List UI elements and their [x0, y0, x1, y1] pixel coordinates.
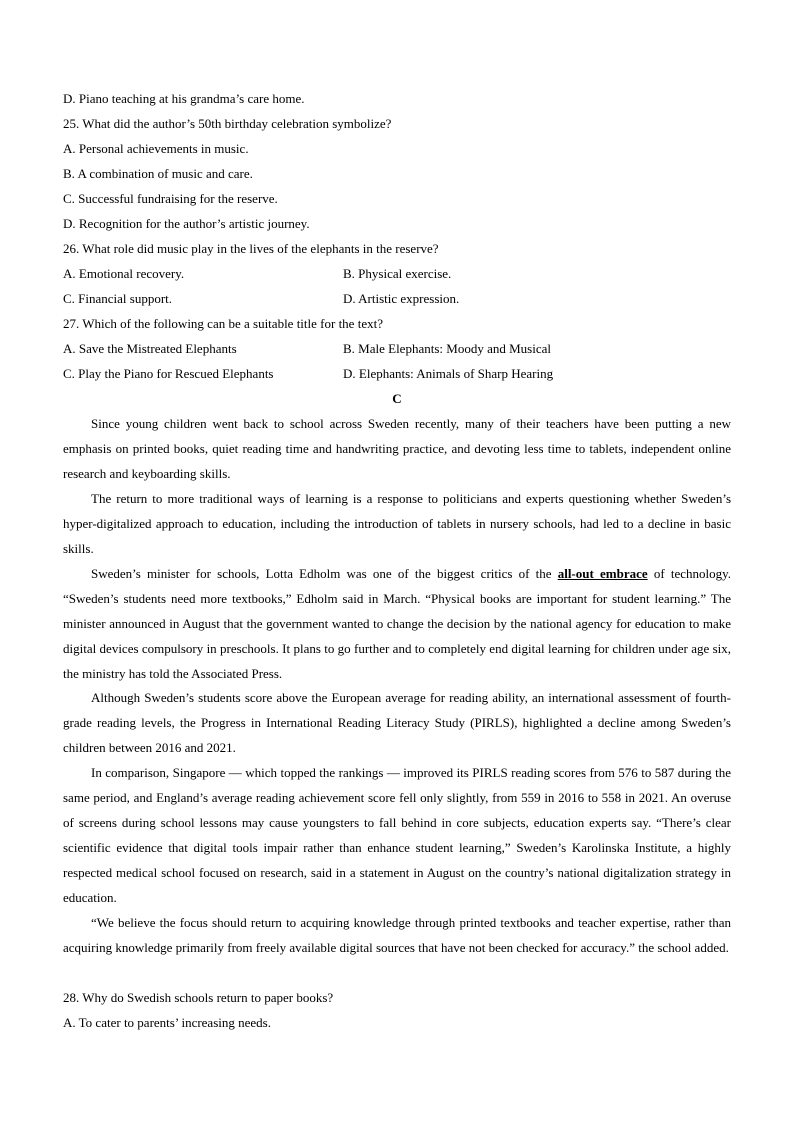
- q26-stem: 26. What role did music play in the lives of the elephants in the reserve?: [63, 241, 439, 256]
- passage-paragraph-4: Although Sweden’s students score above the European average for reading ability, an international assessment of fourth-grade reading levels, the Progress in International Reading Literacy Study (PIRLS), highlighted a decline among Sweden’s children between 2016 and 2021.: [63, 690, 731, 755]
- q27-option-b: B. Male Elephants: Moody and Musical: [343, 341, 551, 356]
- q25-option-c: C. Successful fundraising for the reserve.: [63, 191, 278, 206]
- q27-option-d: D. Elephants: Animals of Sharp Hearing: [343, 366, 554, 381]
- q27-stem: 27. Which of the following can be a suitable title for the text?: [63, 316, 383, 331]
- passage-paragraph-3: [63, 561, 731, 686]
- section-heading: C: [392, 391, 402, 406]
- passage-paragraph-1: Since young children went back to school across Sweden recently, many of their teachers have been putting a new emphasis on printed books, quiet reading time and handwriting practice, and devoting less time to tablets, independent online research and keyboarding skills.: [63, 416, 731, 481]
- paragraph-3-rest: of technology. “Sweden’s students need more textbooks,” Edholm said in March. “Physical books are important for student learning.” The minister announced in August that the government wanted to change the decision by the national agency for education to make digital devices compulsory in preschools. It plans to go further and to completely end digital learning for children under age six, the ministry has told the Associated Press.: [63, 566, 731, 681]
- q26-option-c: C. Financial support.: [63, 291, 173, 306]
- q26-option-d: D. Artistic expression.: [343, 291, 460, 306]
- q25-option-b: B. A combination of music and care.: [63, 166, 253, 181]
- passage-paragraph-6: “We believe the focus should return to acquiring knowledge through printed textbooks and teacher expertise, rather than acquiring knowledge primarily from freely available digital sources that have not been checked for accuracy.” the school added.: [63, 915, 731, 955]
- q26-option-b: B. Physical exercise.: [343, 266, 452, 281]
- q28-option-a: A. To cater to parents’ increasing needs.: [63, 1015, 271, 1030]
- q25-stem: 25. What did the author’s 50th birthday celebration symbolize?: [63, 116, 392, 131]
- q26-option-a: A. Emotional recovery.: [63, 266, 185, 281]
- underlined-phrase: all-out embrace: [557, 566, 648, 581]
- q27-option-c: C. Play the Piano for Rescued Elephants: [63, 366, 274, 381]
- q27-options-row-1: [63, 341, 731, 357]
- passage-paragraph-5: In comparison, Singapore — which topped the rankings — improved its PIRLS reading scores from 576 to 587 during the same period, and England’s average reading achievement score fell only slightly, from 559 in 2016 to 558 in 2021. An overuse of screens during school lessons may cause youngsters to fall behind in core subjects, education experts say. “There’s clear scientific evidence that digital tools impair rather than enhance student learning,” Sweden’s Karolinska Institute, a highly respected medical school focused on research, said in a statement in August on the country’s national digitalization strategy in education.: [63, 765, 731, 905]
- q27-option-a: A. Save the Mistreated Elephants: [63, 341, 237, 356]
- q26-options-row-2: [63, 291, 731, 307]
- q24-option-d: D. Piano teaching at his grandma’s care home.: [63, 91, 305, 106]
- q25-option-a: A. Personal achievements in music.: [63, 141, 249, 156]
- q26-options-row-1: [63, 266, 731, 282]
- q25-option-d: D. Recognition for the author’s artistic journey.: [63, 216, 310, 231]
- q27-options-row-2: [63, 366, 731, 382]
- paragraph-3-lead: Sweden’s minister for schools, Lotta Edholm was one of the biggest critics of the: [91, 566, 558, 581]
- passage-paragraph-2: The return to more traditional ways of learning is a response to politicians and experts questioning whether Sweden’s hyper-digitalized approach to education, including the introduction of tablets in nursery schools, had led to a decline in basic skills.: [63, 491, 731, 556]
- q28-stem: 28. Why do Swedish schools return to paper books?: [63, 990, 334, 1005]
